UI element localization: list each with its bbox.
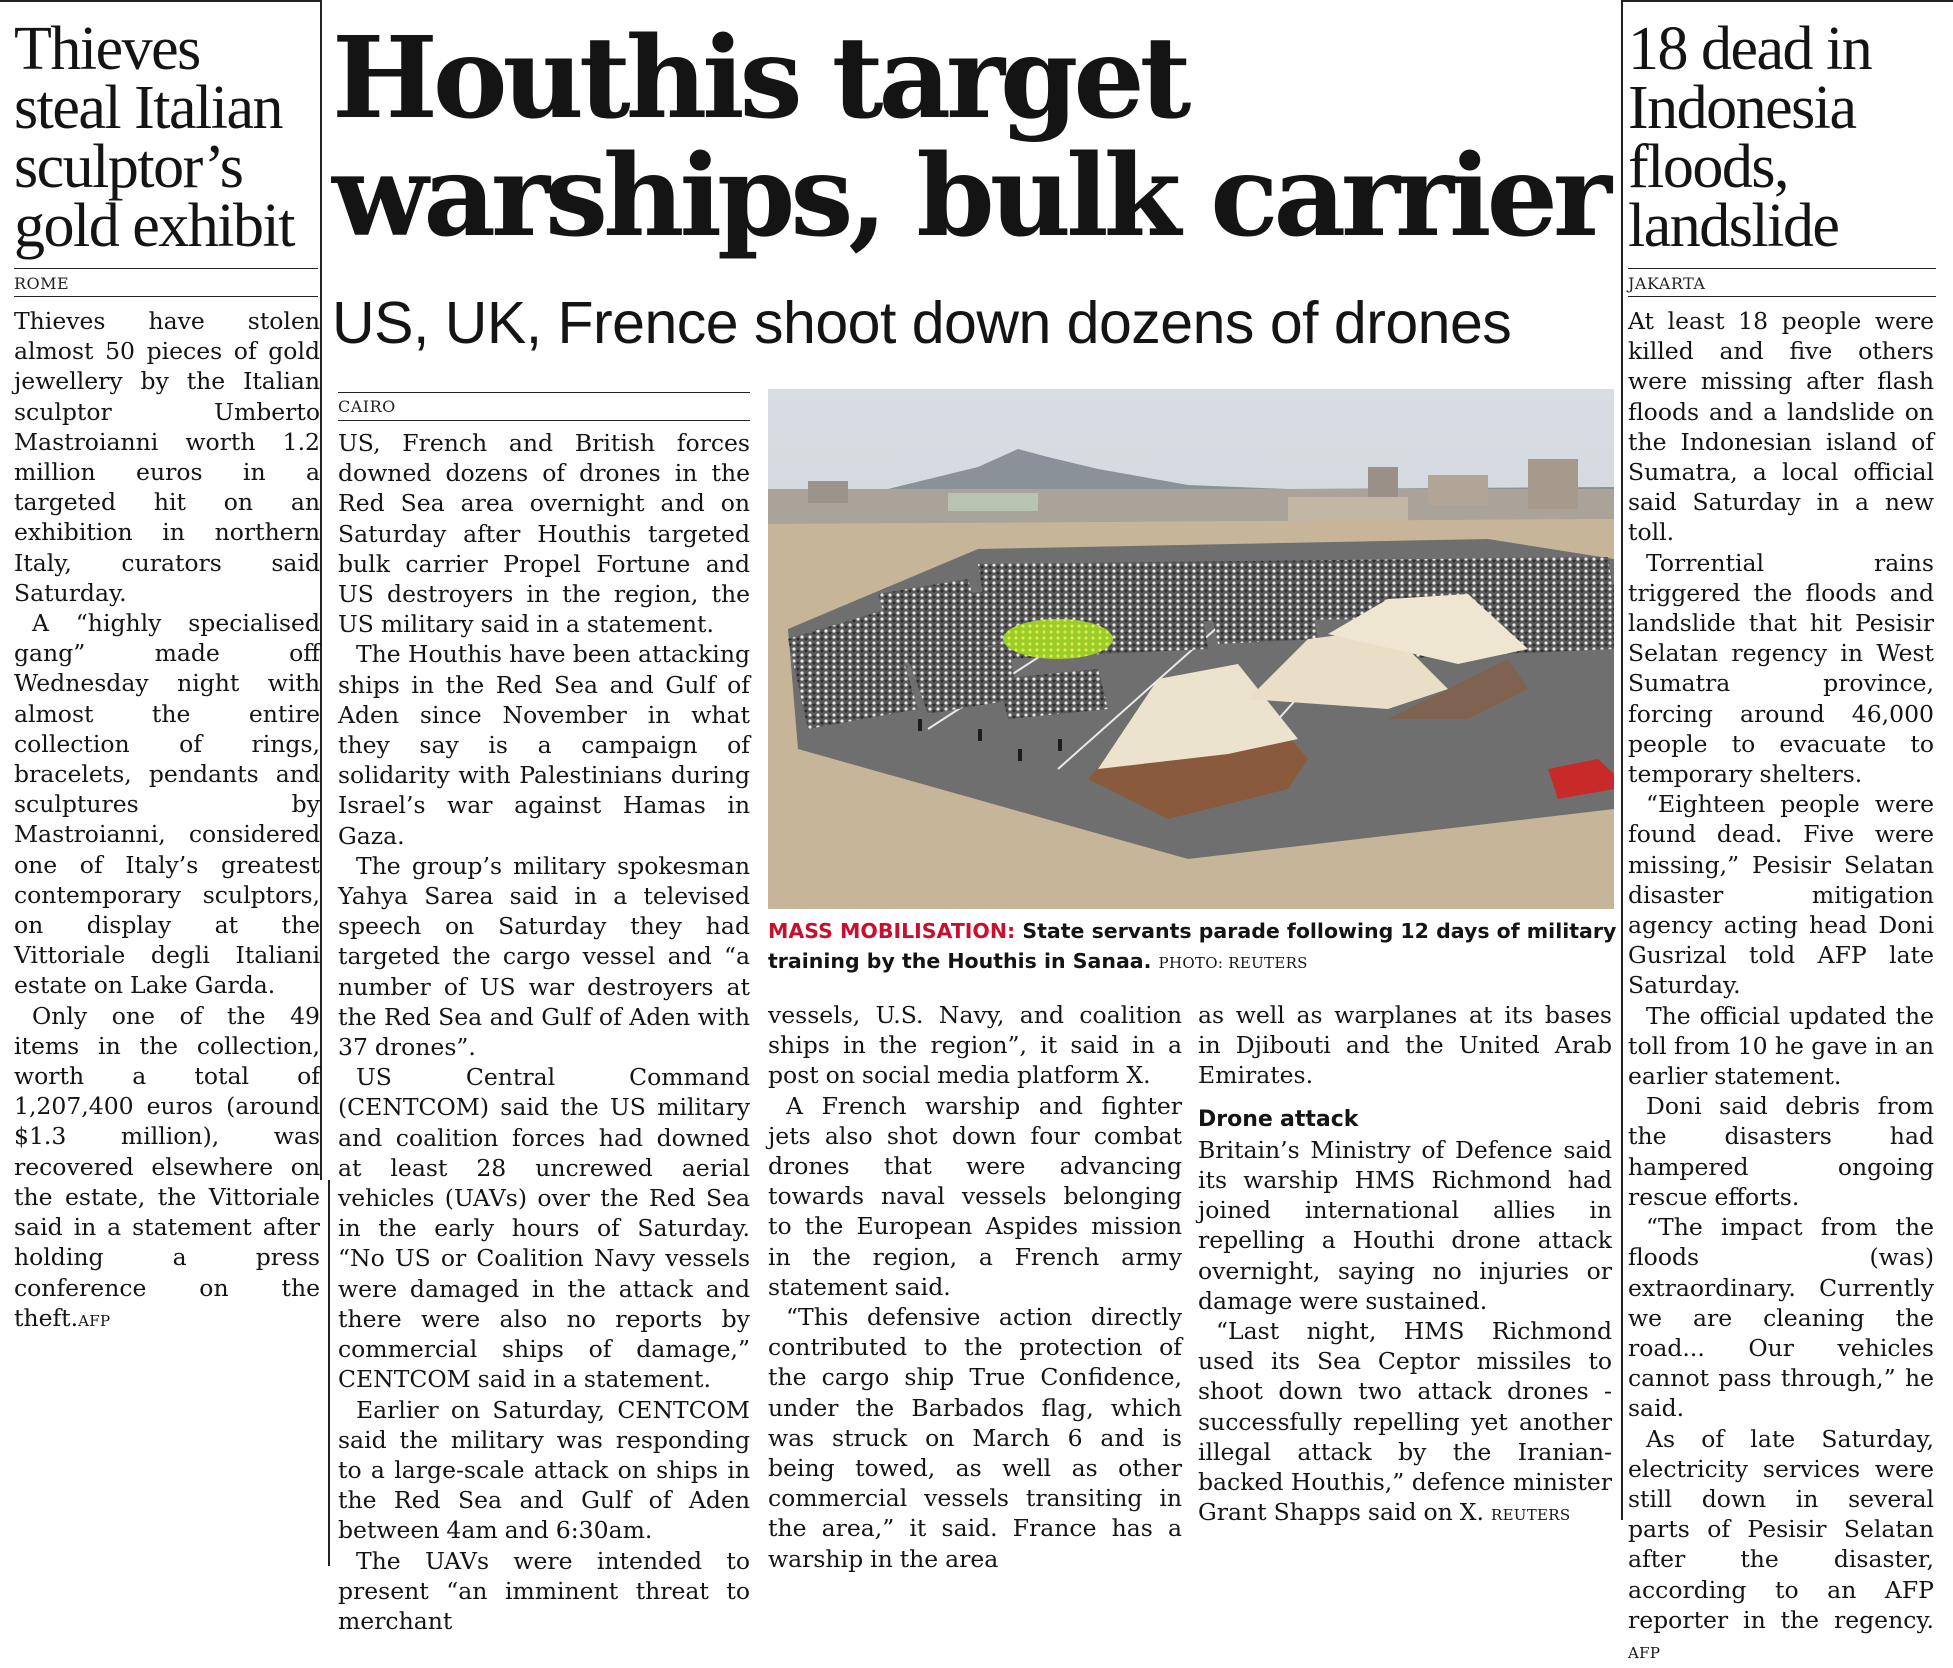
paragraph: The UAVs were intended to present “an imminent threat to merchant bbox=[338, 1546, 750, 1635]
right-story-body bbox=[1628, 306, 1934, 1668]
paragraph bbox=[14, 1001, 320, 1336]
paragraph: US Central Command (CENTCOM) said the US military and coalition forces had downed at least 28 uncrewed aerial vehicles (UAVs) over the Red Sea in the early hours of Saturday. “No US or Coalition Navy vessels were damaged in the attack and there were also no reports by commercial ships of damage,” CENTCOM said in a statement. bbox=[338, 1063, 750, 1394]
right-dateline-rule bbox=[1628, 268, 1936, 269]
left-story-body bbox=[14, 306, 320, 1336]
photo-caption bbox=[768, 916, 1618, 978]
paragraph: “The impact from the floods (was) extraordinary. Currently we are cleaning the road... Our vehicles cannot pass through,” he said. bbox=[1628, 1213, 1934, 1423]
top-rule-right bbox=[1621, 0, 1953, 2]
left-story-credit: AFP bbox=[78, 1311, 111, 1330]
paragraph: The official updated the toll from 10 he gave in an earlier statement. bbox=[1628, 1001, 1934, 1091]
paragraph: US, French and British forces downed dozens of drones in the Red Sea area overnight and on Saturday after Houthis targeted bulk carrier Propel Fortune and US destroyers in the region, the US military said in a statement. bbox=[338, 429, 750, 639]
main-subheadline: US, UK, Frence shoot down dozens of drones bbox=[332, 290, 1512, 356]
right-dateline-rule-bottom bbox=[1628, 296, 1936, 297]
paragraph-text: As of late Saturday, electricity services were still down in several parts of Pesisir Selatan after the disaster, according to an AFP reporter in the regency. bbox=[1628, 1424, 1934, 1634]
paragraph: as well as warplanes at its bases in Djibouti and the United Arab Emirates. bbox=[1198, 1001, 1612, 1090]
right-story-credit: AFP bbox=[1628, 1643, 1661, 1662]
paragraph: Thieves have stolen almost 50 pieces of gold jewellery by the Italian sculptor Umberto Mastroianni worth 1.2 million euros in a targeted hit on an exhibition in northern Italy, curators said Saturday. bbox=[14, 307, 320, 607]
left-story-headline: Thieves steal Italian sculptor’s gold exhibit bbox=[14, 15, 294, 260]
paragraph: vessels, U.S. Navy, and coalition ships in the region”, it said in a post on social media platform X. bbox=[768, 1001, 1182, 1090]
right-story-headline: 18 dead in Indonesia floods, landslide bbox=[1628, 15, 1872, 260]
main-story-col3 bbox=[1198, 1000, 1612, 1530]
left-dateline-rule bbox=[14, 268, 318, 269]
paragraph: The group’s military spokesman Yahya Sarea said in a televised speech on Saturday they had targeted the cargo vessel and “a number of US war destroyers at the Red Sea and Gulf of Aden with 37 drones”. bbox=[338, 851, 750, 1062]
top-rule-left bbox=[0, 0, 320, 2]
paragraph: Doni said debris from the disasters had hampered ongoing rescue efforts. bbox=[1628, 1092, 1934, 1211]
main-story-col1 bbox=[338, 428, 750, 1636]
parade-photo bbox=[768, 389, 1614, 909]
paragraph bbox=[1628, 1424, 1934, 1668]
left-dateline-rule-bottom bbox=[14, 296, 318, 297]
main-story-col2 bbox=[768, 1000, 1182, 1574]
paragraph: Earlier on Saturday, CENTCOM said the military was responding to a large-scale attack on ships in the Red Sea and Gulf of Aden between 4am and 6:30am. bbox=[338, 1395, 750, 1545]
main-dateline-rule-bottom bbox=[338, 420, 750, 421]
right-story-dateline: JAKARTA bbox=[1628, 274, 1706, 293]
caption-kicker: MASS MOBILISATION: bbox=[768, 919, 1016, 943]
paragraph: A French warship and fighter jets also shot down four combat drones that were advancing towards naval vessels belonging to the European Aspides mission in the region, a French army statement said. bbox=[768, 1091, 1182, 1301]
paragraph-text: “Last night, HMS Richmond used its Sea Ceptor missiles to shoot down two attack drones - successfully repelling yet another illegal attack by the Iranian-backed Houthis,” defence minister Grant Shapps said on X. bbox=[1198, 1317, 1612, 1527]
paragraph: At least 18 people were killed and five others were missing after flash floods and a landslide on the Indonesian island of Sumatra, a local official said Saturday in a new toll. bbox=[1628, 307, 1934, 547]
main-dateline-rule bbox=[338, 392, 750, 393]
left-story-dateline: ROME bbox=[14, 274, 70, 293]
paragraph: “Eighteen people were found dead. Five were missing,” Pesisir Selatan disaster mitigation agency acting head Doni Gusrizal told AFP late Saturday. bbox=[1628, 790, 1934, 1000]
paragraph: “This defensive action directly contributed to the protection of the cargo ship True Confidence, under the Barbados flag, which was struck on March 6 and is being towed, as well as other commercial vessels transiting in the area,” it said. France has a warship in the area bbox=[768, 1303, 1182, 1573]
paragraph-text: Only one of the 49 items in the collection, worth a total of 1,207,400 euros (around $1.3 million), was recovered elsewhere on the estate, the Vittoriale said in a statement after holding a press conference on the theft. bbox=[14, 1001, 320, 1332]
paragraph: Britain’s Ministry of Defence said its warship HMS Richmond had joined international allies in repelling a Houthi drone attack overnight, saying no injuries or damage were sustained. bbox=[1198, 1135, 1612, 1315]
paragraph: The Houthis have been attacking ships in the Red Sea and Gulf of Aden since November in what they say is a campaign of solidarity with Palestinians during Israel’s war against Hamas in Gaza. bbox=[338, 640, 750, 850]
caption-text: State servants parade following 12 days of military training by the Houthis in Sanaa. bbox=[768, 919, 1617, 973]
paragraph: Torrential rains triggered the floods and landslide that hit Pesisir Selatan regency in West Sumatra province, forcing around 46,000 people to evacuate to temporary shelters. bbox=[1628, 548, 1934, 789]
column-rule-left-lower bbox=[328, 1180, 330, 1566]
parade-photo-image bbox=[768, 389, 1614, 909]
column-rule-left bbox=[320, 0, 322, 1180]
drone-attack-subhead: Drone attack bbox=[1198, 1106, 1359, 1132]
column-rule-right bbox=[1621, 0, 1623, 1520]
paragraph: A “highly specialised gang” made off Wednesday night with almost the entire collection of rings, bracelets, pendants and sculptures by Mastroianni, considered one of Italy’s greatest contemporary sculptors, on display at the Vittoriale degli Italiani estate on Lake Garda. bbox=[14, 609, 320, 1000]
paragraph bbox=[1198, 1316, 1612, 1530]
main-headline bbox=[332, 13, 1612, 262]
caption-credit: PHOTO: REUTERS bbox=[1158, 954, 1308, 972]
main-story-credit: REUTERS bbox=[1490, 1506, 1571, 1525]
main-story-dateline: CAIRO bbox=[338, 397, 396, 416]
main-headline-text: Houthis target warships, bulk carrier bbox=[332, 13, 1607, 262]
